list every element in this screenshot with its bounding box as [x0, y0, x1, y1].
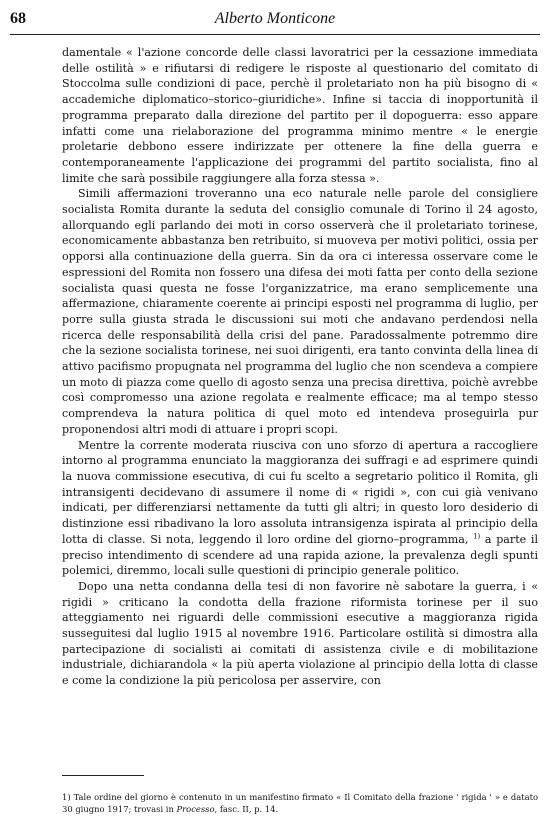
footnote-text: Tale ordine del giorno è contenuto in un manifestino firmato « Il Comitato della frazione ' rigida ' » e datato 30 giugno 1917; trovasi in [62, 792, 538, 814]
footnote-reference: 1) [473, 532, 481, 541]
paragraph [62, 438, 538, 579]
header-rule [10, 34, 540, 35]
page-header [10, 10, 540, 34]
paragraph-text: Mentre la corrente moderata riusciva con uno sforzo di apertura a raccogliere intorno al programma enunciato la maggioranza dei suffragi e ad esprimere quindi la nuova commissione esecutiva, di cui fu scelto a segretario politico il Romita, gli intransigenti decidevano di assumere il nome di « rigidi », con cui già venivano indicati, per differenziarsi nettamente da tutti gli altri; in questo loro desiderio di distinzione essi ribadivano la loro assoluta intransigenza ispirata al principio della lotta di classe. Si nota, leggendo il loro ordine del giorno–programma, [62, 438, 538, 546]
footnote [62, 791, 538, 815]
paragraph: Dopo una netta condanna della tesi di non favorire nè sabotare la guerra, i « rigidi » criticano la condotta della frazione riformista torinese per il suo atteggiamento nei riguardi delle commissioni esecutive a maggioranza rigida susseguitesi dal luglio 1915 al novembre 1916. Particolare ostilità si dimostra alla partecipazione di socialisti ai comitati di assistenza civile e di mobilitazione industriale, dichiarandola « la più aperta violazione al principio della lotta di classe e come la condizione la più pericolosa per asservire, con [62, 579, 538, 688]
footnote-text-end: , fasc. II, p. 14. [214, 804, 279, 814]
paragraph-text: a parte il preciso intendimento di scendere ad una rapida azione, la prevalenza degli spunti polemici, diremmo, locali sulle questioni di principio generale politico. [62, 532, 538, 578]
page-number: 68 [10, 10, 26, 27]
footnote-marker: 1) [62, 792, 71, 802]
paragraph: damentale « l'azione concorde delle classi lavoratrici per la cessazione immediata delle ostilità » e rifiutarsi di redigere le risposte al questionario del comitato di Stoccolma sulle condizioni di pace, perchè il proletariato non ha più bisogno di « accademiche diplomatico–storico–giuridiche». Infine si taccia di inopportunità il programma preparato dalla direzione del partito per il dopoguerra: esso appare infatti come una rielaborazione del programma minimo mentre « le energie proletarie debbono essere indirizzate per ottenere la fine della guerra e contemporaneamente l'applicazione dei programmi del partito socialista, fino al limite che sarà possibile raggiungere alla forza stessa ». [62, 46, 538, 185]
footnote-rule [62, 775, 144, 776]
footnote-source-title: Processo [176, 804, 215, 814]
paragraph: Simili affermazioni troveranno una eco naturale nelle parole del consigliere socialista Romita durante la seduta del consiglio comunale di Torino il 24 agosto, allorquando egli parlando dei moti in corso osserverà che il proletariato torinese, economicamente abbastanza ben retribuito, si muoveva per motivi politici, ossia per opporsi alla continuazione della guerra. Sin da ora ci interessa osservare come le espressioni del Romita non fossero una difesa dei moti fatta per conto della sezione socialista quasi questa ne fosse l'organizzatrice, ma erano semplicemente una affermazione, chiaramente coerente ai principi esposti nel programma di luglio, per porre sulla giusta strada le discussioni sui moti che andavano perdendosi nella ricerca delle responsabilità della crisi del pane. Paradossalmente potremmo dire che la sezione socialista torinese, nei suoi dirigenti, era tanto convinta della linea di attivo pacifismo propugnata nel programma del luglio che non scendeva a compiere un moto di piazza come quello di agosto senza una precisa direttiva, poichè avrebbe così compromesso una azione regolata e realmente efficace; ma al tempo stesso comprendeva la natura politica di quel moto ed intendeva proseguirla pur proponendosi altri modi di attuare i propri scopi. [62, 187, 538, 436]
body-text [62, 45, 538, 689]
running-head-author: Alberto Monticone [214, 10, 336, 27]
